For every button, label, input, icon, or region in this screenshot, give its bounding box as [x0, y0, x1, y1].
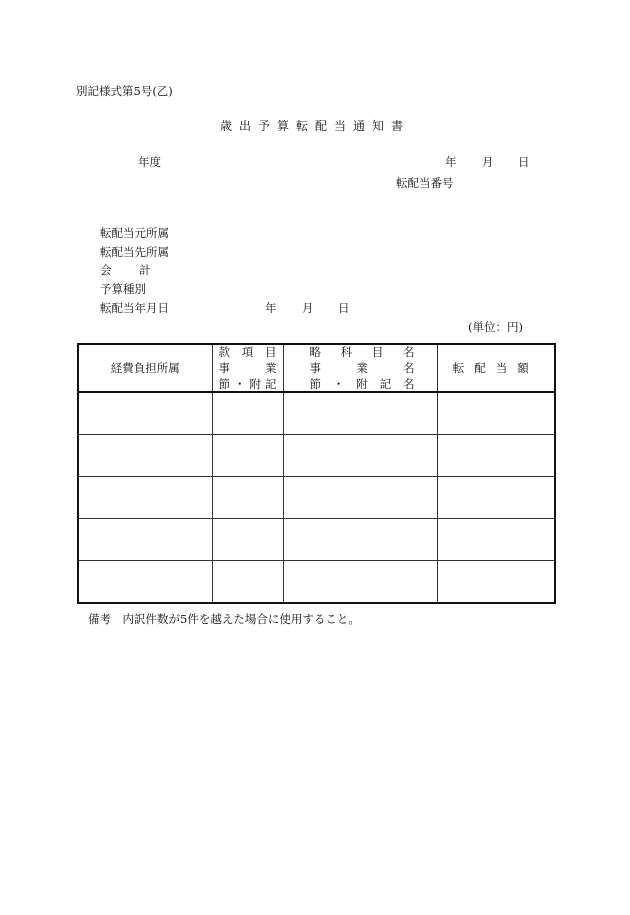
notice-date [445, 157, 535, 169]
notice-date-year: 年 [445, 155, 457, 169]
expense-dept-cell[interactable] [78, 392, 212, 435]
transfer-date-label: 転配当年月日 [100, 301, 169, 315]
budget-type-label: 予算種別 [100, 282, 146, 296]
budget-item-cell[interactable] [212, 392, 283, 435]
budget-item-cell[interactable] [212, 435, 283, 477]
header-item-name [283, 344, 437, 392]
expense-dept-cell[interactable] [78, 435, 212, 477]
transfer-date-year: 年 [265, 301, 277, 315]
table-body [78, 392, 555, 603]
item-name-cell[interactable] [283, 477, 437, 519]
header-item-name-line3: 節・附記名 [309, 376, 415, 391]
transfer-date-day: 日 [338, 301, 350, 315]
amount-cell[interactable] [437, 561, 555, 604]
remark: 備考 内訳件数が5件を越えた場合に使用すること。 [88, 612, 360, 626]
item-name-cell[interactable] [283, 519, 437, 561]
header-budget-item-line3: 節・附記 [218, 376, 277, 391]
table-row [78, 561, 555, 604]
fiscal-year-label: 年度 [138, 155, 161, 169]
to-dept-label: 転配当先所属 [100, 245, 169, 259]
header-expense-dept: 経費負担所属 [78, 344, 212, 392]
header-budget-item-line2: 事 業 [218, 360, 277, 375]
transfer-date-month: 月 [302, 301, 314, 315]
table-row [78, 392, 555, 435]
expense-dept-cell[interactable] [78, 519, 212, 561]
form-number: 別記様式第5号(乙) [76, 84, 173, 98]
amount-cell[interactable] [437, 392, 555, 435]
budget-item-cell[interactable] [212, 561, 283, 604]
notice-date-day: 日 [518, 155, 530, 169]
budget-table [77, 343, 556, 604]
expense-dept-cell[interactable] [78, 477, 212, 519]
table-header-row [78, 344, 555, 392]
header-budget-item-line1: 款 項 目 [218, 344, 277, 359]
table-row [78, 477, 555, 519]
header-item-name-line1: 略 科 目 名 [309, 344, 415, 359]
budget-item-cell[interactable] [212, 519, 283, 561]
transfer-number-label: 転配当番号 [396, 176, 454, 190]
amount-cell[interactable] [437, 477, 555, 519]
from-dept-label: 転配当元所属 [100, 226, 169, 240]
table-row [78, 519, 555, 561]
header-budget-item [212, 344, 283, 392]
document-title: 歳出予算転配当通知書 [219, 119, 410, 133]
header-amount: 転配当額 [437, 344, 555, 392]
budget-item-cell[interactable] [212, 477, 283, 519]
expense-dept-cell[interactable] [78, 561, 212, 604]
unit-label: (単位：円) [468, 320, 523, 334]
header-item-name-line2: 事 業 名 [309, 360, 415, 375]
transfer-date [265, 303, 355, 315]
notice-date-month: 月 [482, 155, 494, 169]
amount-cell[interactable] [437, 519, 555, 561]
item-name-cell[interactable] [283, 561, 437, 604]
table-row [78, 435, 555, 477]
item-name-cell[interactable] [283, 435, 437, 477]
item-name-cell[interactable] [283, 392, 437, 435]
account-label: 会 計 [100, 263, 163, 277]
amount-cell[interactable] [437, 435, 555, 477]
